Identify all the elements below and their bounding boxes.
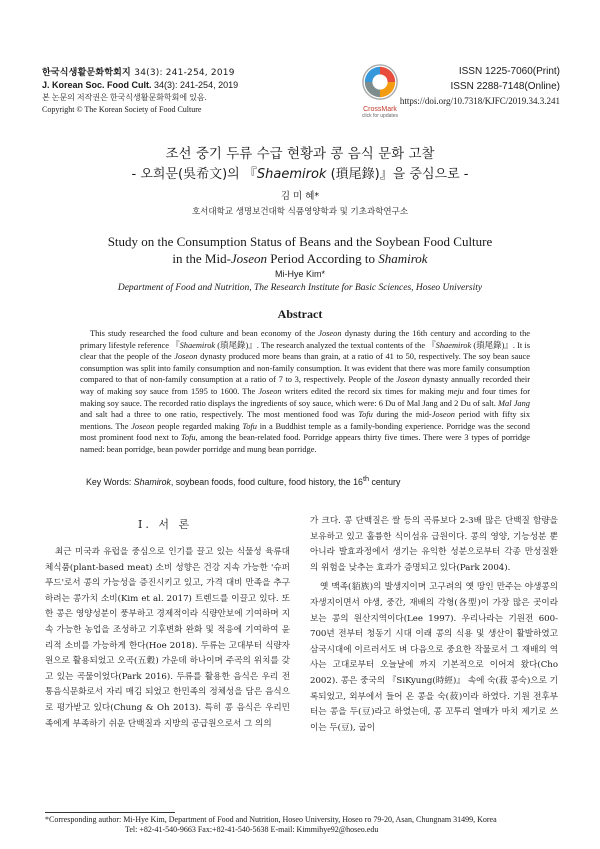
author-en: Mi-Hye Kim* [274, 269, 325, 279]
keywords-rest: , soybean foods, food culture, food history, the 16 [170, 476, 363, 487]
journal-header [42, 65, 332, 114]
title-en-line2-mid: Period According to [267, 251, 379, 266]
copyright-notice-ko: 본 논문의 저작권은 한국식생활문화학회에 있음. [42, 93, 207, 102]
footnote [45, 815, 555, 835]
footnote-rule [45, 812, 175, 813]
keywords-label: Key Words: [86, 476, 134, 487]
title-en-line2-italic: Joseon [230, 251, 268, 266]
body-right-para1: 가 크다. 콩 단백질은 쌀 등의 곡류보다 2-3배 많은 단백질 함량을 보유하고 있고 훌륭한 식이섬유 급원이다. 콩의 영양, 기능성분 뿐 아니라 발효과정에서 생기는 유익한 성분으로부터 각종 만성질환의 위험을 낮추는 효과가 증명되고 있다(Park 2004). [310, 516, 558, 573]
keyword-shamirok: Shamirok [133, 476, 171, 487]
copyright-line: Copyright © The Korean Society of Food Culture [42, 105, 202, 114]
subtitle-ko [0, 163, 600, 182]
body-left-column: 최근 미국과 유럽을 중심으로 인기를 끌고 있는 식물성 육류대체식품(plant-based meat) 소비 성향은 건강 지속 가능한 '슈퍼 푸드'로서 콩의 가능성을 증진시키고 있고, 가격 대비 만족을 추구하려는 콩가치 소비(Kim et al. 2017) 트렌드를 이끌고 있다. 또한 콩은 영양성분이 풍부하고 경제적이라 식량안보에 기여하며 지속 가능한 농업을 조성하고 기후변화 완화 및 적응에 기여하여 윤리적 소비를 가능하게 한다(Hoe 2018). 두류는 고대부터 식량자원으로 활용되었고 오곡(五穀) 가운데 하나이며 주곡의 위치를 갖고 있는 곡물이었다(Park 2016). 두류를 활용한 음식은 우리 전통음식문화로서 자리 매김 되었고 한민족의 정체성을 담은 음식으로 평가받고 있다(Chung & Oh 2013). 특히 콩 음식은 우리민족에게 부족하기 쉬운 단백질과 지방의 공급원으로서 그 의의 [45, 547, 290, 729]
crossmark-label: CrossMark [363, 106, 397, 113]
keywords-tail: century [369, 476, 401, 487]
issn-print: ISSN 1225-7060(Print) [458, 66, 560, 77]
title-en [0, 233, 600, 267]
keywords-sup: th [362, 474, 370, 483]
footnote-line1: *Corresponding author: Mi-Hye Kim, Department of Food and Nutrition, Hoseo University, Hoseo ro 79-20, Asan, Chungnam 31499, Korea [45, 815, 497, 824]
body-right-para2: 옛 맥족(貊族)의 발생지이며 고구려의 옛 땅인 만주는 야생콩의 자생지이면서 야생, 중간, 재배의 각형(各型)이 가장 많은 곳이라 보는 콩의 원산지역이다(Lee 1997). 우리나라는 기원전 600-700년 전부터 청동기 시대 이래 콩의 식용 및 생산이 활발하였고 삼국시대에 이르러서도 벼 다음으로 중요한 작물로서 그 재배의 역사는 고대로부터 오늘날에 까지 기본적으로 이어져 왔다(Cho 2002). 콩은 중국의 『SiKyung(時經)』 속에 숙(菽 콩숙)으로 기록되었고, 외부에서 들어 온 콩을 숙(菽)이라 하였다. 기원 전후부터는 콩을 두(豆)라고 하였는데, 콩 꼬투리 열매가 마치 제기로 쓰이는 두(豆), 굽이 [310, 582, 558, 733]
subtitle-ko-pre: - 오희문(吳希文)의 『 [131, 167, 257, 182]
issn-block [400, 64, 560, 109]
abstract-heading: Abstract [277, 307, 323, 321]
journal-title-ko: 한국식생활문화학회지 [42, 68, 131, 78]
doi-link[interactable]: https://doi.org/10.7318/KJFC/2019.34.3.241 [399, 96, 560, 106]
crossmark-sub: click for updates [361, 113, 399, 119]
body-right-column [310, 514, 558, 736]
section-heading-introduction: I. 서 론 [138, 518, 193, 531]
journal-name-ko [42, 65, 332, 78]
footnote-line2: Tel: +82-41-540-9663 Fax:+82-41-540-5638 E-mail: Kimmihye92@hoseo.edu [125, 825, 379, 834]
abstract-body: This study researched the food culture and bean economy of the Joseon dynasty during the 16th century and according to the primary lifestyle reference 『Shaemirok (瑣尾錄)』. The research analyzed the textual contents of the 『Shaemirok (瑣尾錄)』. It is clear that the people of the Joseon dynasty produced more beans than grain, at a ratio of 41 to 50, respectively. The soy bean sauce consumption was split into family consumption and non-family consumption. It was evident that there was more family consumption compared to that of non-family consumption at a ratio of 7 to 3, respectively. People of the Joseon dynasty annually recorded their way of making soy sauce from 1595 to 1600. The Joseon writers edited the record six times for making meju and four times for making soy sauce. The recorded ratio displays the ingredients of soy sauce, which were: 6 Du of Mal Jang and 2 Du of salt. Mal Jang and salt had a three to one ratio, respectively. The most mentioned food was Tofu during the mid-Joseon period with fifty six mentions. The Joseon people regarded making Tofu in a Buddhist temple as a family-bonding experience. Porridge was the second most prominent food next to Tofu, among the bean-related food. Porridge appears thirty five times. There were 3 types of porridge named: bean porridge, bean powder porridge and mung bean porridge. [80, 329, 531, 454]
subtitle-ko-italic: Shaemirok [256, 167, 327, 182]
journal-title-en: J. Korean Soc. Food Cult. [42, 80, 152, 90]
affiliation-en: Department of Food and Nutrition, The Research Institute for Basic Sciences, Hoseo University [117, 283, 483, 293]
keywords [86, 474, 546, 487]
title-en-line2-italic2: Shamirok [378, 251, 428, 266]
title-ko: 조선 중기 두류 수급 현황과 콩 음식 문화 고찰 [165, 146, 435, 162]
title-en-line2-pre: in the Mid- [172, 251, 231, 266]
issn-online: ISSN 2288-7148(Online) [450, 81, 560, 92]
journal-volume-en: 34(3): 241-254, 2019 [154, 80, 239, 90]
title-en-line1: Study on the Consumption Status of Beans and the Soybean Food Culture [107, 234, 493, 249]
journal-name-en [42, 80, 332, 90]
author-ko: 김 미 혜* [280, 191, 320, 202]
crossmark-icon [361, 63, 399, 101]
affiliation-ko: 호서대학교 생명보건대학 식품영양학과 및 기초과학연구소 [191, 207, 409, 217]
journal-volume-ko: 34(3): 241-254, 2019 [134, 68, 235, 78]
subtitle-ko-post: (瑣尾錄)』을 중심으로 - [326, 167, 469, 182]
title-en-line2 [0, 250, 600, 267]
